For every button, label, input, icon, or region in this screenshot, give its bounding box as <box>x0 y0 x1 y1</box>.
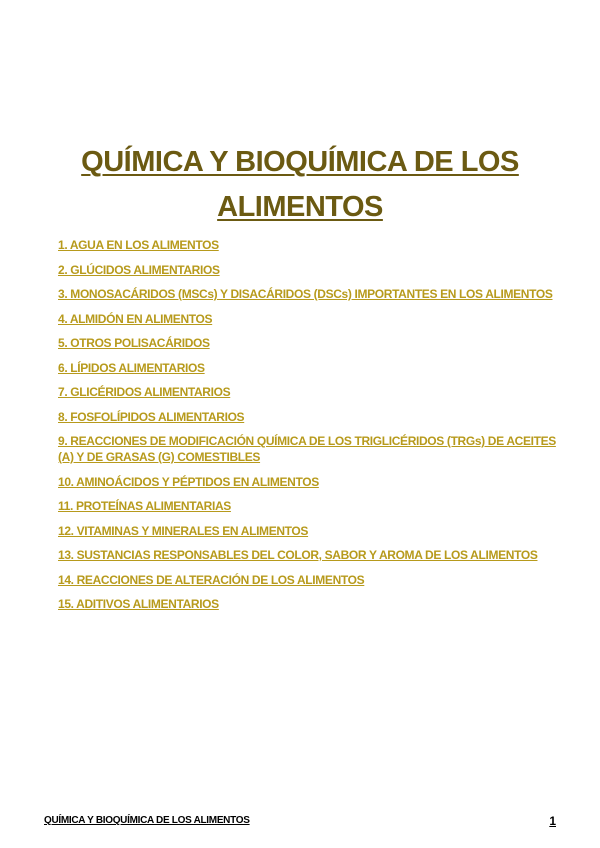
toc-item-4[interactable]: 4. ALMIDÓN EN ALIMENTOS <box>58 311 213 326</box>
toc-item-6[interactable]: 6. LÍPIDOS ALIMENTARIOS <box>58 360 205 375</box>
toc-item-11[interactable]: 11. PROTEÍNAS ALIMENTARIAS <box>58 499 231 513</box>
toc-item-12[interactable]: 12. VITAMINAS Y MINERALES EN ALIMENTOS <box>58 523 309 538</box>
toc-item-9[interactable]: 9. REACCIONES DE MODIFICACIÓN QUÍMICA DE LOS TRIGLICÉRIDOS (TRGs) DE ACEITES (A) Y DE GRASAS (G) COMESTIBLES <box>58 434 556 464</box>
toc-item-8[interactable]: 8. FOSFOLÍPIDOS ALIMENTARIOS <box>58 409 245 424</box>
toc-item-2[interactable]: 2. GLÚCIDOS ALIMENTARIOS <box>58 262 220 277</box>
table-of-contents <box>58 237 558 621</box>
document-title-line-1: QUÍMICA Y BIOQUÍMICA DE LOS <box>81 146 519 178</box>
toc-item-3[interactable]: 3. MONOSACÁRIDOS (MSCs) Y DISACÁRIDOS (DSCs) IMPORTANTES EN LOS ALIMENTOS <box>58 287 553 301</box>
page-number: 1 <box>549 814 556 828</box>
toc-item-1[interactable]: 1. AGUA EN LOS ALIMENTOS <box>58 238 219 252</box>
toc-item-13[interactable]: 13. SUSTANCIAS RESPONSABLES DEL COLOR, SABOR Y AROMA DE LOS ALIMENTOS <box>58 548 538 562</box>
toc-item-10[interactable]: 10. AMINOÁCIDOS Y PÉPTIDOS EN ALIMENTOS <box>58 474 319 489</box>
toc-item-7[interactable]: 7. GLICÉRIDOS ALIMENTARIOS <box>58 385 231 399</box>
toc-item-14[interactable]: 14. REACCIONES DE ALTERACIÓN DE LOS ALIMENTOS <box>58 572 365 587</box>
toc-item-15[interactable]: 15. ADITIVOS ALIMENTARIOS <box>58 597 219 611</box>
document-title-line-2: ALIMENTOS <box>217 191 383 223</box>
toc-item-5[interactable]: 5. OTROS POLISACÁRIDOS <box>58 336 210 350</box>
footer-title: QUÍMICA Y BIOQUÍMICA DE LOS ALIMENTOS <box>44 815 250 826</box>
document-title <box>0 140 600 230</box>
